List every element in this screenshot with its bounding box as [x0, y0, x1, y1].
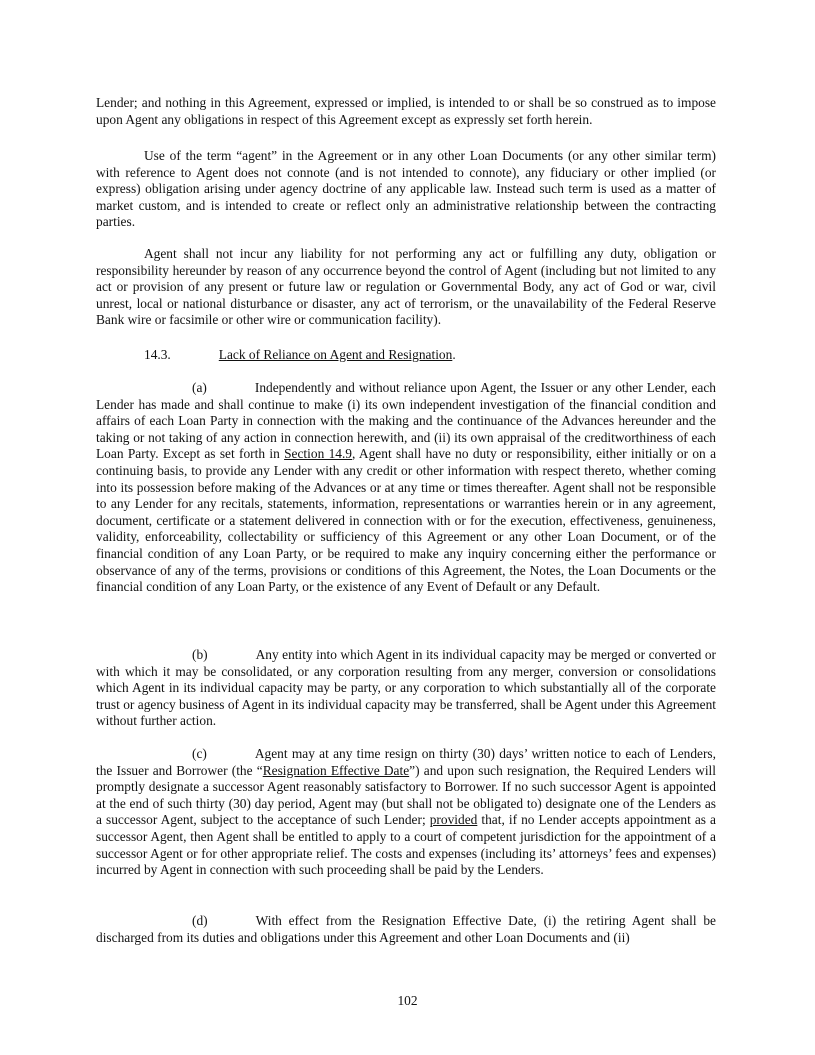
subsection-a-label: (a) [192, 380, 207, 395]
section-heading: 14.3. Lack of Reliance on Agent and Resignation. [144, 347, 456, 362]
proviso-term: provided [429, 812, 478, 828]
page-number: 102 [397, 993, 418, 1008]
subsection-a: (a) Independently and without reliance upon Agent, the Issuer or any other Lender, each Lender has made and shall continue to make (i) its own independent investigation of the financial condition and affairs of each Loan Party in connection with the making and the continuance of the Advances hereunder and the taking or not taking of any action in connection herewith, and (ii) its own appraisal of the creditworthiness of each Loan Party. Except as set forth in Section 14.9, Agent shall have no duty or responsibility, either initially or on a continuing basis, to provide any Lender with any credit or other information with respect thereto, whether coming into its possession before making of the Advances or at any time or times thereafter. Agent shall not be responsible to any Lender for any recitals, statements, information, representations or warranties herein or in any agreement, document, certificate or a statement delivered in connection with or for the execution, effectiveness, genuineness, validity, enforceability, collectability or sufficiency of this Agreement or any other Loan Document, or of the financial condition of any Loan Party, or be required to make any inquiry concerning either the performance or observance of any of the terms, provisions or conditions of this Agreement, the Notes, the Loan Documents or the financial condition of any Loan Party, or the existence of any Event of Default or any Default. [96, 380, 717, 595]
subsection-c: (c) Agent may at any time resign on thirty (30) days’ written notice to each of Lenders, the Issuer and Borrower (the “Resignation Effective Date”) and upon such resignation, the Required Lenders will promptly designate a successor Agent reasonably satisfactory to Borrower. If no such successor Agent is appointed at the end of such thirty (30) day period, Agent may (but shall not be obligated to) designate one of the Lenders as a successor Agent, subject to the acceptance of such Lender; provided that, if no Lender accepts appointment as a successor Agent, then Agent shall be entitled to apply to a court of competent jurisdiction for the appointment of a successor Agent or for other appropriate relief. The costs and expenses (including its’ attorneys’ fees and expenses) incurred by Agent in connection with such proceeding shall be paid by the Lenders. [96, 746, 716, 878]
subsection-b: (b) Any entity into which Agent in its individual capacity may be merged or converted or with which it may be consolidated, or any corporation resulting from any merger, conversion or consolidations which Agent in its individual capacity may be party, or any corporation to which substantially all of the corporate trust or agency business of Agent in its individual capacity may be transferred, shall be Agent under this Agreement without further action. [96, 647, 716, 729]
defined-term: Resignation Effective Date [262, 762, 410, 778]
subsection-c-label: (c) [192, 746, 207, 761]
subsection-d-label: (d) [192, 913, 208, 928]
section-reference: Section 14.9 [284, 446, 353, 462]
section-title: Lack of Reliance on Agent and Resignation [218, 347, 453, 362]
paragraph-lender-obligations: Lender; and nothing in this Agreement, expressed or implied, is intended to or shall be so construed as to impose upon Agent any obligations in respect of this Agreement except as expressly set forth herein. [96, 95, 716, 127]
paragraph-term-agent: Use of the term “agent” in the Agreement or in any other Loan Documents (or any other similar term) with reference to Agent does not connote (and is not intended to connote), any fiduciary or other implied (or express) obligation arising under agency doctrine of any applicable law. Instead such term is used as a matter of market custom, and is intended to create or reflect only an administrative relationship between the contracting parties. [96, 148, 716, 230]
section-number: 14.3. [144, 347, 171, 362]
subsection-b-label: (b) [192, 647, 208, 662]
paragraph-agent-liability: Agent shall not incur any liability for not performing any act or fulfilling any duty, obligation or responsibility hereunder by reason of any occurrence beyond the control of Agent (including but not limited to any act or provision of any present or future law or regulation or Governmental Body, any act of God or war, civil unrest, local or national disturbance or disaster, any act of terrorism, or the unavailability of the Federal Reserve Bank wire or facsimile or other wire or communication facility). [96, 246, 716, 328]
subsection-d: (d) With effect from the Resignation Effective Date, (i) the retiring Agent shall be discharged from its duties and obligations under this Agreement and other Loan Documents and (ii) [96, 913, 716, 945]
